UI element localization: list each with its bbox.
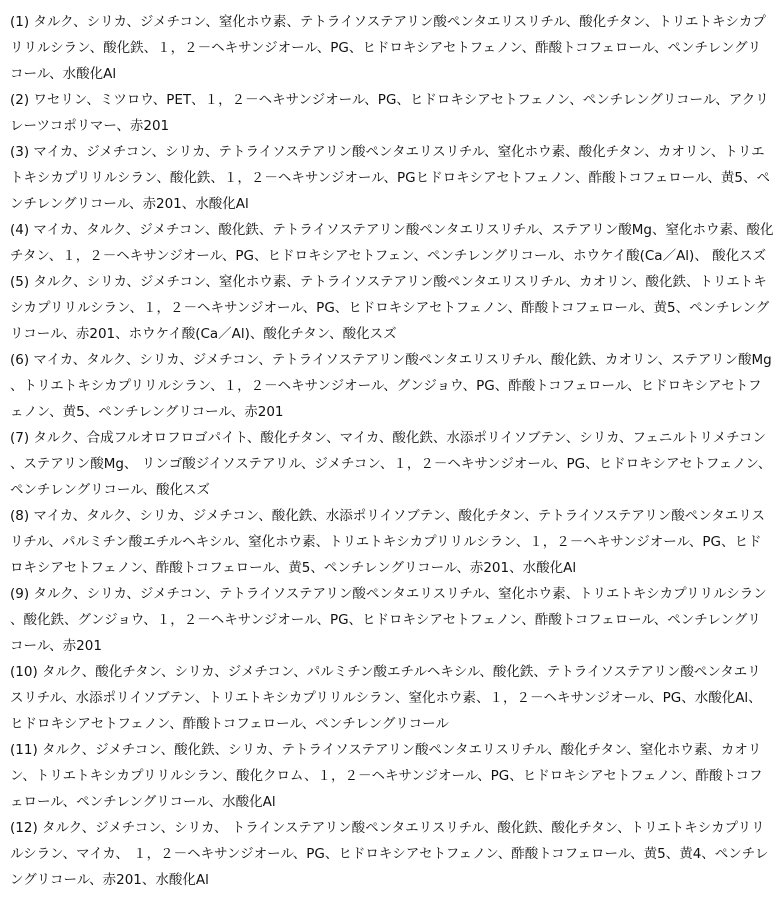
- ingredient-entry-12: (12) タルク、ジメチコン、シリカ、 トラインステアリン酸ペンタエリスリチル、酸化鉄、酸化チタン、トリエトキシカプリリルシラン、マイカ、 １，２－ヘキサンジオール、PG、ヒドロキシアセトフェノン、酢酸トコフェロール、黄5、黄4、ペンチレングリコール、赤201、水酸化Al: [10, 820, 769, 888]
- ingredient-entry-7: (7) タルク、合成フルオロフロゴパイト、酸化チタン、マイカ、酸化鉄、水添ポリイソブテン、シリカ、フェニルトリメチコン、ステアリン酸Mg、 リンゴ酸ジイソステアリル、ジメチコン、１，２－ヘキサンジオール、PG、ヒドロキシアセトフェノン、ペンチレングリコール、酸化スズ: [10, 430, 772, 498]
- ingredient-list: [10, 9, 774, 893]
- ingredient-entry-2: (2) ワセリン、ミツロウ、PET、１，２－ヘキサンジオール、PG、ヒドロキシアセトフェノン、ペンチレングリコール、アクリレーツコポリマー、赤201: [10, 92, 769, 134]
- ingredient-entry-1: (1) タルク、シリカ、ジメチコン、窒化ホウ素、テトライソステアリン酸ペンタエリスリチル、酸化チタン、トリエトキシカプリリルシラン、酸化鉄、１，２－ヘキサンジオール、PG、ヒドロキシアセトフェノン、酢酸トコフェロール、ペンチレングリコール、水酸化Al: [10, 14, 766, 82]
- ingredient-entry-8: (8) マイカ、タルク、シリカ、ジメチコン、酸化鉄、水添ポリイソブテン、酸化チタン、テトライソステアリン酸ペンタエリスリチル、パルミチン酸エチルヘキシル、窒化ホウ素、トリエトキシカプリリルシラン、１，２－ヘキサンジオール、PG、ヒドロキシアセトフェノン、酢酸トコフェロール、黄5、ペンチレングリコール、赤201、水酸化Al: [10, 508, 765, 576]
- ingredient-entry-5: (5) タルク、シリカ、ジメチコン、窒化ホウ素、テトライソステアリン酸ペンタエリスリチル、カオリン、酸化鉄、トリエトキシカプリリルシラン、１，２－ヘキサンジオール、PG、ヒドロキシアセトフェノン、酢酸トコフェロール、黄5、ペンチレングリコール、赤201、ホウケイ酸(Ca／Al)、酸化チタン、酸化スズ: [10, 274, 770, 342]
- ingredient-entry-4: (4) マイカ、タルク、ジメチコン、酸化鉄、テトライソステアリン酸ペンタエリスリチル、ステアリン酸Mg、窒化ホウ素、酸化チタン、１，２－ヘキサンジオール、PG、ヒドロキシアセトフェン、ペンチレングリコール、ホウケイ酸(Ca／Al)、 酸化スズ: [10, 222, 774, 264]
- ingredient-entry-9: (9) タルク、シリカ、ジメチコン、テトライソステアリン酸ペンタエリスリチル、窒化ホウ素、トリエトキシカプリリルシラン、酸化鉄、グンジョウ、１，２－ヘキサンジオール、PG、ヒドロキシアセトフェノン、酢酸トコフェロール、ペンチレングリコール、赤201: [10, 586, 767, 654]
- ingredient-entry-6: (6) マイカ、タルク、シリカ、ジメチコン、テトライソステアリン酸ペンタエリスリチル、酸化鉄、カオリン、ステアリン酸Mg、トリエトキシカプリリルシラン、１，２－ヘキサンジオール、グンジョウ、PG、酢酸トコフェロール、ヒドロキシアセトフェノン、黄5、ペンチレングリコール、赤201: [10, 352, 772, 420]
- ingredient-entry-10: (10) タルク、酸化チタン、シリカ、ジメチコン、パルミチン酸エチルヘキシル、酸化鉄、テトライソステアリン酸ペンタエリスリチル、水添ポリイソブテン、トリエトキシカプリリルシラン、窒化ホウ素、１，２－ヘキサンジオール、PG、水酸化Al、ヒドロキシアセトフェノン、酢酸トコフェロール、ペンチレングリコール: [10, 664, 762, 732]
- ingredient-entry-11: (11) タルク、ジメチコン、酸化鉄、シリカ、テトライソステアリン酸ペンタエリスリチル、酸化チタン、窒化ホウ素、カオリン、トリエトキシカプリリルシラン、酸化クロム、１，２－ヘキサンジオール、PG、ヒドロキシアセトフェノン、酢酸トコフェロール、ペンチレングリコール、水酸化Al: [10, 742, 763, 810]
- ingredient-entry-3: (3) マイカ、ジメチコン、シリカ、テトライソステアリン酸ペンタエリスリチル、窒化ホウ素、酸化チタン、カオリン、トリエトキシカプリリルシラン、酸化鉄、１，２－ヘキサンジオール、PGヒドロキシアセトフェノン、酢酸トコフェロール、黄5、ペンチレングリコール、赤201、水酸化Al: [10, 144, 770, 212]
